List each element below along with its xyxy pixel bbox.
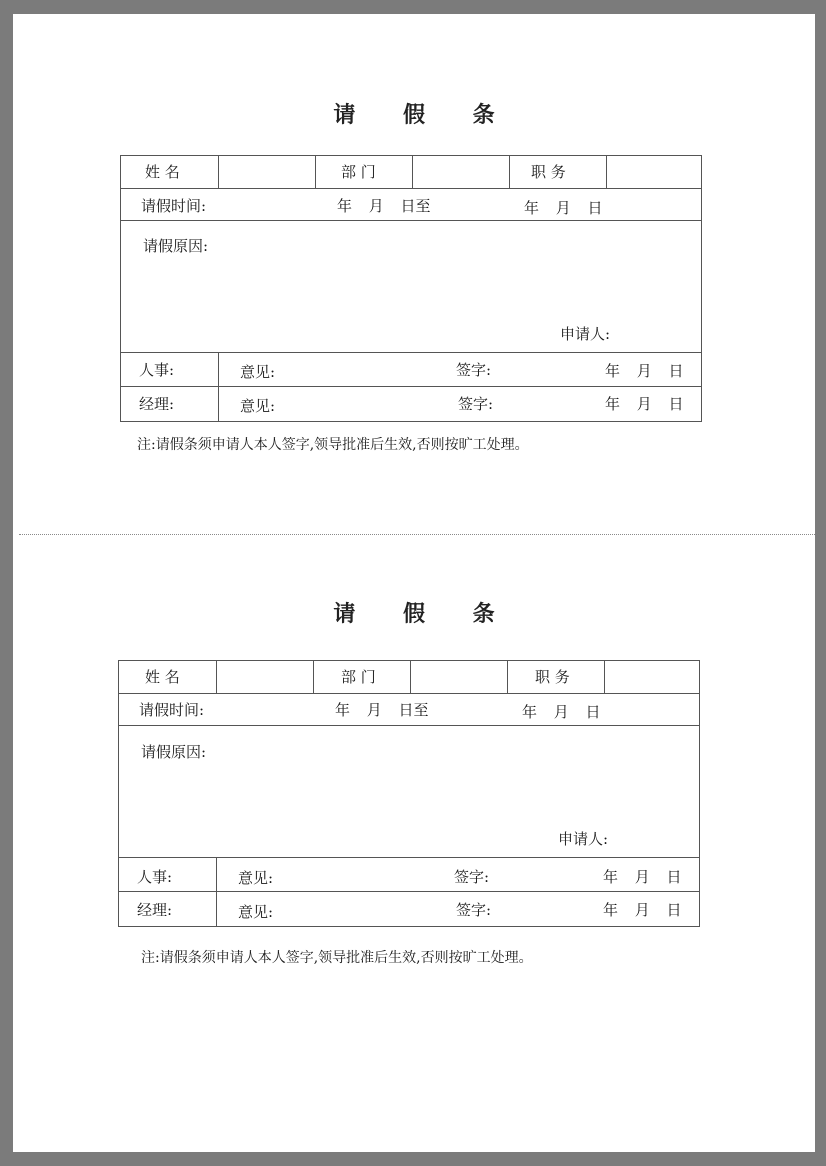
slip-title: 请 假 条 <box>333 601 515 627</box>
applicant-label: 申请人: <box>558 830 609 848</box>
slip-note: 注:请假条须申请人本人签字,领导批准后生效,否则按旷工处理。 <box>141 950 533 966</box>
dept-label: 部 门 <box>341 163 376 181</box>
hr-label: 人事: <box>137 868 173 886</box>
table-row-leave-reason <box>121 221 701 353</box>
manager-date[interactable]: 年 月 日 <box>605 395 684 413</box>
hr-label: 人事: <box>139 361 175 379</box>
name-label: 姓 名 <box>145 668 180 686</box>
table-row-manager-approval <box>121 387 701 421</box>
leave-form-table <box>118 660 700 927</box>
table-row-hr-approval <box>121 353 701 387</box>
hr-date[interactable]: 年 月 日 <box>603 868 682 886</box>
manager-label: 经理: <box>139 395 175 413</box>
dept-field[interactable] <box>410 661 507 693</box>
name-field[interactable] <box>216 661 313 693</box>
dept-field[interactable] <box>412 156 509 188</box>
hr-sign-label: 签字: <box>454 868 490 886</box>
hr-opinion-label: 意见: <box>240 363 276 381</box>
manager-sign-label: 签字: <box>458 395 494 413</box>
table-row-basic-info <box>119 661 699 694</box>
table-row-leave-time <box>121 189 701 221</box>
manager-opinion-label: 意见: <box>240 397 276 415</box>
hr-opinion-label: 意见: <box>238 869 274 887</box>
document-page <box>13 14 815 1152</box>
position-field[interactable] <box>604 661 699 693</box>
name-label: 姓 名 <box>145 163 180 181</box>
leave-from-date[interactable]: 年 月 日至 <box>337 197 431 215</box>
leave-time-label: 请假时间: <box>139 701 205 719</box>
leave-to-date[interactable]: 年 月 日 <box>522 703 601 721</box>
table-row-leave-time <box>119 694 699 726</box>
hr-date[interactable]: 年 月 日 <box>605 362 684 380</box>
position-label: 职 务 <box>535 668 570 686</box>
leave-form-table <box>120 155 702 422</box>
leave-reason-label: 请假原因: <box>143 237 209 255</box>
table-row-manager-approval <box>119 892 699 926</box>
manager-date[interactable]: 年 月 日 <box>603 901 682 919</box>
table-row-leave-reason <box>119 726 699 858</box>
table-row-basic-info <box>121 156 701 189</box>
position-label: 职 务 <box>531 163 566 181</box>
slip-note: 注:请假条须申请人本人签字,领导批准后生效,否则按旷工处理。 <box>137 437 529 453</box>
name-field[interactable] <box>218 156 315 188</box>
hr-sign-label: 签字: <box>456 361 492 379</box>
leave-to-date[interactable]: 年 月 日 <box>524 199 603 217</box>
dept-label: 部 门 <box>341 668 376 686</box>
leave-time-label: 请假时间: <box>141 197 207 215</box>
position-field[interactable] <box>606 156 701 188</box>
leave-from-date[interactable]: 年 月 日至 <box>335 701 429 719</box>
slip-title: 请 假 条 <box>333 102 515 128</box>
manager-label: 经理: <box>137 901 173 919</box>
cut-line-divider <box>19 534 815 535</box>
table-row-hr-approval <box>119 858 699 892</box>
manager-sign-label: 签字: <box>456 901 492 919</box>
leave-reason-label: 请假原因: <box>141 743 207 761</box>
applicant-label: 申请人: <box>560 325 611 343</box>
manager-opinion-label: 意见: <box>238 903 274 921</box>
